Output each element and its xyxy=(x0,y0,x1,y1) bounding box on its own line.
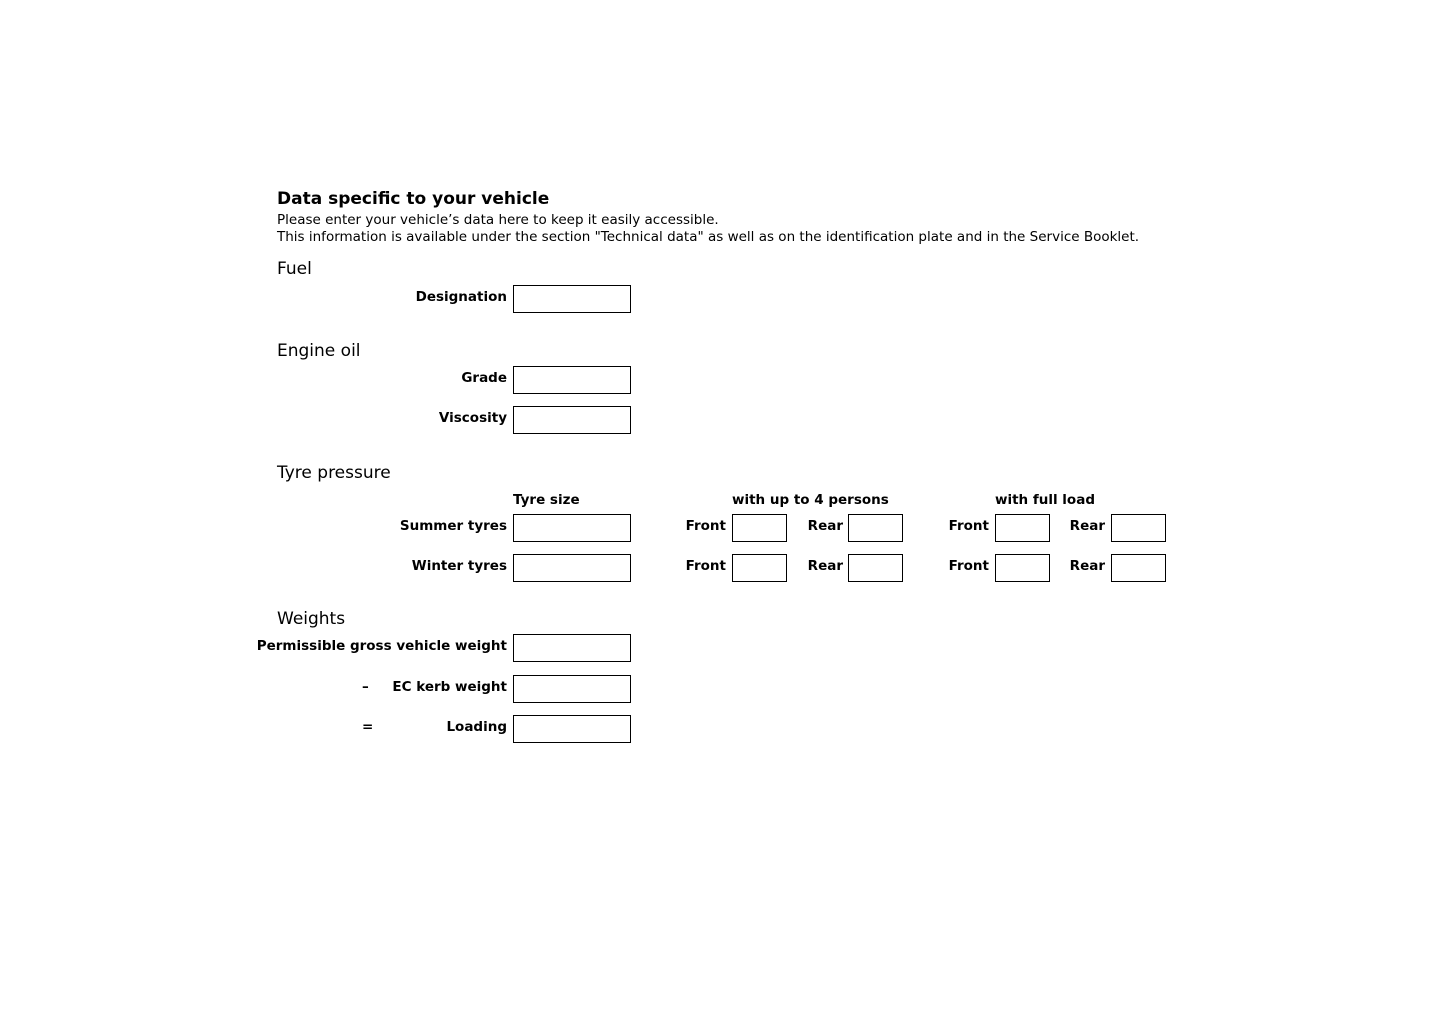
viscosity-field[interactable] xyxy=(513,406,631,434)
grade-field[interactable] xyxy=(513,366,631,394)
gross-weight-label: Permissible gross vehicle weight xyxy=(256,638,507,654)
winter-front-full-load-label: Front xyxy=(948,558,989,574)
grade-label: Grade xyxy=(461,370,507,386)
page-title: Data specific to your vehicle xyxy=(277,189,550,209)
summer-rear-full-load-field[interactable] xyxy=(1111,514,1166,542)
summer-rear-full-load-label: Rear xyxy=(1069,518,1105,534)
loading-field[interactable] xyxy=(513,715,631,743)
full-load-column-header: with full load xyxy=(995,492,1095,508)
summer-tyres-label: Summer tyres xyxy=(399,518,507,534)
summer-front-4-persons-field[interactable] xyxy=(732,514,787,542)
kerb-weight-label: EC kerb weight xyxy=(392,679,507,695)
weights-heading: Weights xyxy=(277,609,346,629)
winter-front-4-persons-field[interactable] xyxy=(732,554,787,582)
equals-sign: = xyxy=(362,719,374,735)
summer-front-full-load-field[interactable] xyxy=(995,514,1050,542)
tyre-size-column-header: Tyre size xyxy=(513,492,580,508)
summer-rear-4-persons-field[interactable] xyxy=(848,514,903,542)
summer-rear-label: Rear xyxy=(807,518,843,534)
summer-front-label: Front xyxy=(685,518,726,534)
minus-sign: – xyxy=(362,679,369,695)
up-to-4-persons-column-header: with up to 4 persons xyxy=(732,492,889,508)
intro-line-2: This information is available under the section "Technical data" as well as on the identification plate and in the Service Booklet. xyxy=(277,229,1140,245)
loading-label: Loading xyxy=(446,719,507,735)
winter-rear-label: Rear xyxy=(807,558,843,574)
winter-rear-full-load-label: Rear xyxy=(1069,558,1105,574)
tyre-pressure-heading: Tyre pressure xyxy=(277,463,391,483)
intro-line-1: Please enter your vehicle’s data here to keep it easily accessible. xyxy=(277,212,719,228)
winter-tyre-size-field[interactable] xyxy=(513,554,631,582)
designation-field[interactable] xyxy=(513,285,631,313)
winter-front-full-load-field[interactable] xyxy=(995,554,1050,582)
designation-label: Designation xyxy=(415,289,507,305)
summer-front-full-load-label: Front xyxy=(948,518,989,534)
winter-rear-full-load-field[interactable] xyxy=(1111,554,1166,582)
winter-front-label: Front xyxy=(685,558,726,574)
kerb-weight-field[interactable] xyxy=(513,675,631,703)
gross-weight-field[interactable] xyxy=(513,634,631,662)
fuel-heading: Fuel xyxy=(277,259,312,279)
winter-rear-4-persons-field[interactable] xyxy=(848,554,903,582)
summer-tyre-size-field[interactable] xyxy=(513,514,631,542)
viscosity-label: Viscosity xyxy=(438,410,507,426)
engine-oil-heading: Engine oil xyxy=(277,341,361,361)
winter-tyres-label: Winter tyres xyxy=(411,558,507,574)
